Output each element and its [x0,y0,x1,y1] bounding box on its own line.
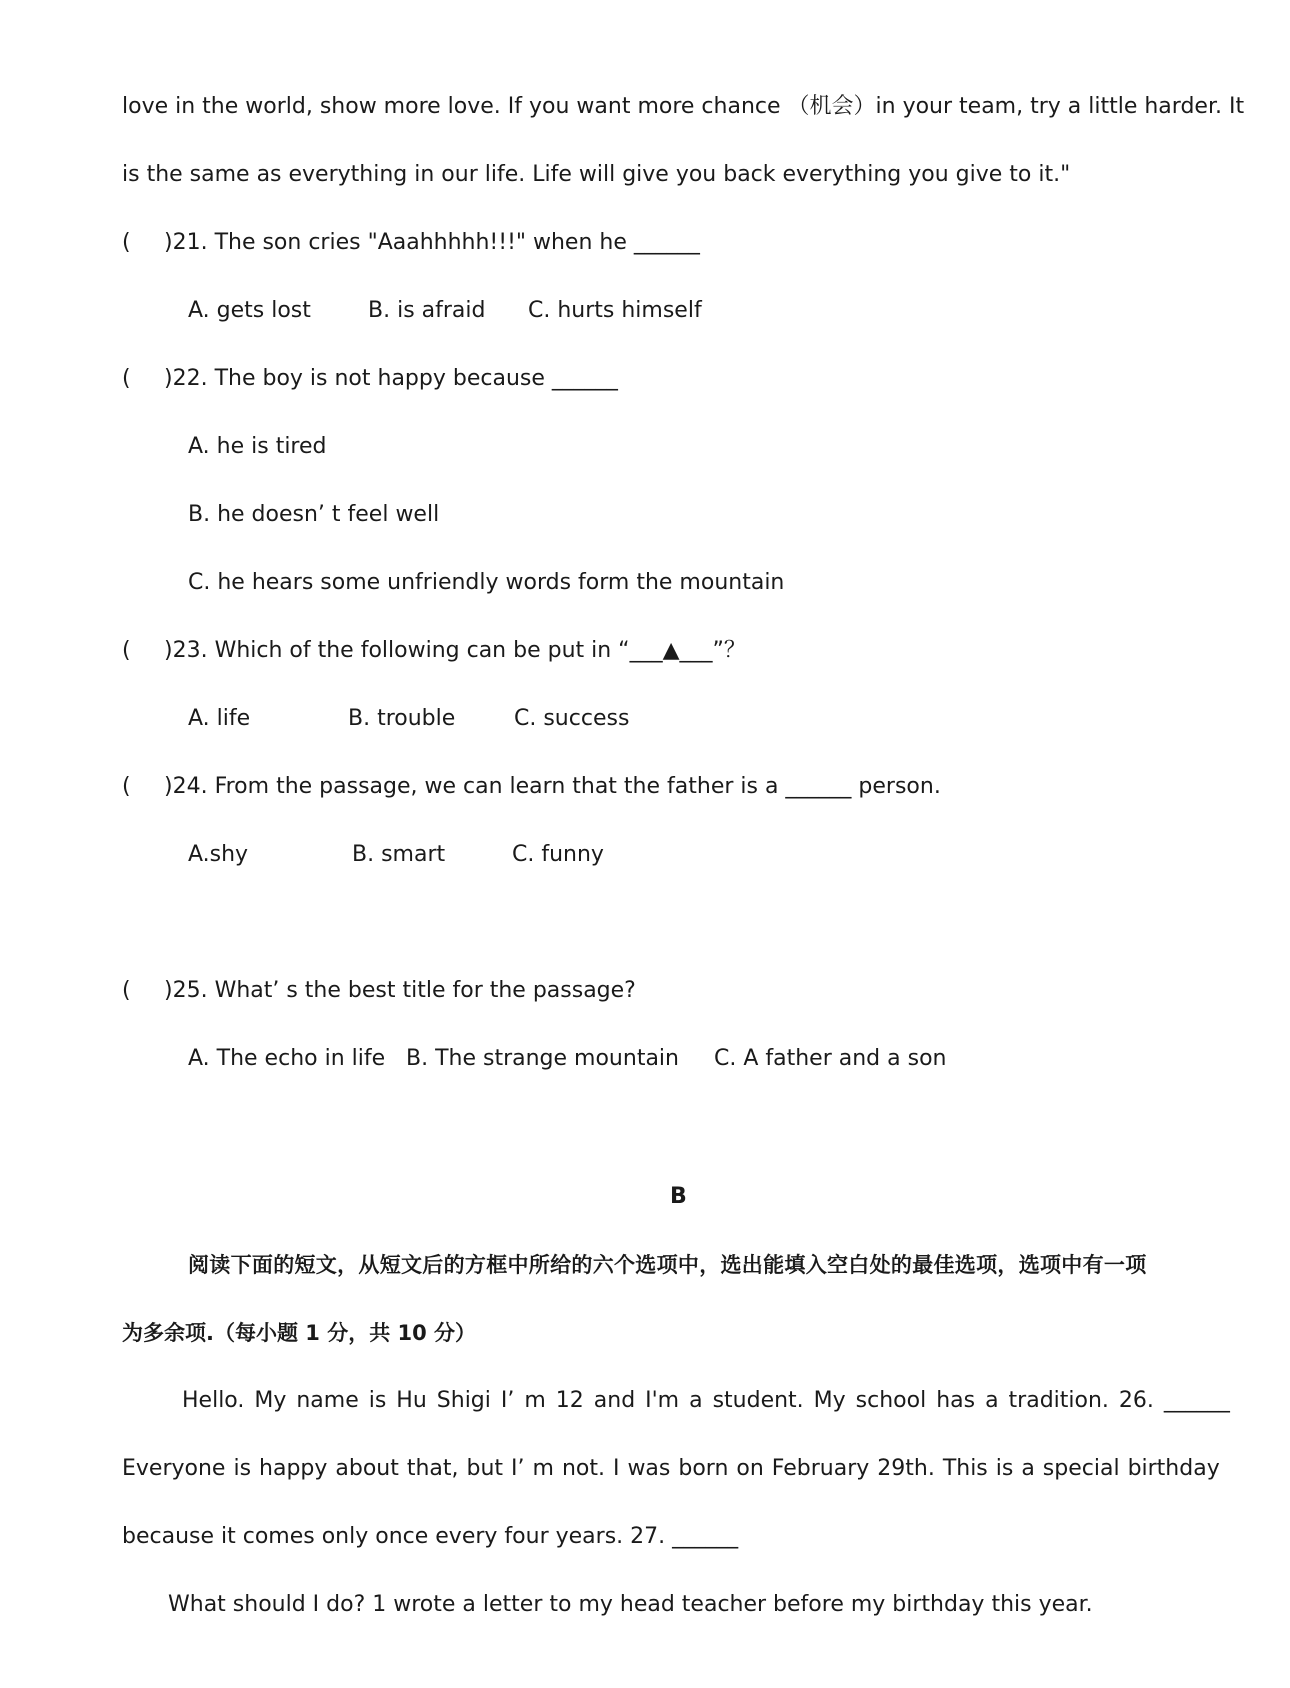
question-24 [122,772,941,802]
answer-paren: ( [122,366,131,391]
passage-b-line-2: Everyone is happy about that, but I’ m not. I was born on February 29th. This is a special birthday [122,1456,1220,1481]
passage-b-line-3: because it comes only once every four years. 27. ______ [122,1524,739,1549]
option-22-b: B. he doesn’ t feel well [188,502,440,527]
section-b-instruction-line-2: 为多余项.（每小题 1 分，共 10 分） [122,1321,477,1345]
option-24-b: B. smart [352,842,446,867]
option-25-b: B. The strange mountain [406,1046,679,1071]
option-23-b: B. trouble [348,706,456,731]
question-stem: )25. What’ s the best title for the passage? [164,978,636,1003]
answer-paren: ( [122,774,131,799]
question-stem: )21. The son cries "Aaahhhhh!!!" when he ______ [164,230,700,255]
option-21-c: C. hurts himself [528,298,702,323]
option-21-b: B. is afraid [368,298,486,323]
option-24-a: A.shy [188,842,249,867]
passage-b-line-4: What should I do? 1 wrote a letter to my head teacher before my birthday this year. [168,1592,1093,1617]
passage-b-line-1: Hello. My name is Hu Shigi I’ m 12 and I'm a student. My school has a tradition. 26. ______ [182,1388,1230,1413]
option-22-a: A. he is tired [188,434,327,459]
question-stem: )24. From the passage, we can learn that the father is a ______ person. [164,774,941,799]
question-stem: )23. Which of the following can be put in “___▲___”？ [164,638,746,663]
option-25-c: C. A father and a son [714,1046,947,1071]
question-25 [122,976,636,1006]
section-b-instruction-line-1: 阅读下面的短文，从短文后的方框中所给的六个选项中，选出能填入空白处的最佳选项，选项中有一项 [188,1253,1147,1277]
section-b-heading: B [670,1184,687,1209]
answer-paren: ( [122,638,131,663]
option-21-a: A. gets lost [188,298,311,323]
option-24-c: C. funny [512,842,604,867]
option-22-c: C. he hears some unfriendly words form the mountain [188,570,785,595]
answer-paren: ( [122,230,131,255]
answer-paren: ( [122,978,131,1003]
question-22 [122,364,618,394]
question-21 [122,228,700,258]
passage-line-2: is the same as everything in our life. Life will give you back everything you give to it." [122,162,1071,187]
option-23-c: C. success [514,706,630,731]
option-25-a: A. The echo in life [188,1046,386,1071]
question-stem: )22. The boy is not happy because ______ [164,366,618,391]
question-23 [122,636,746,666]
passage-line-1: love in the world, show more love. If you want more chance （机会）in your team, try a little harder. It [122,94,1245,119]
option-23-a: A. life [188,706,251,731]
